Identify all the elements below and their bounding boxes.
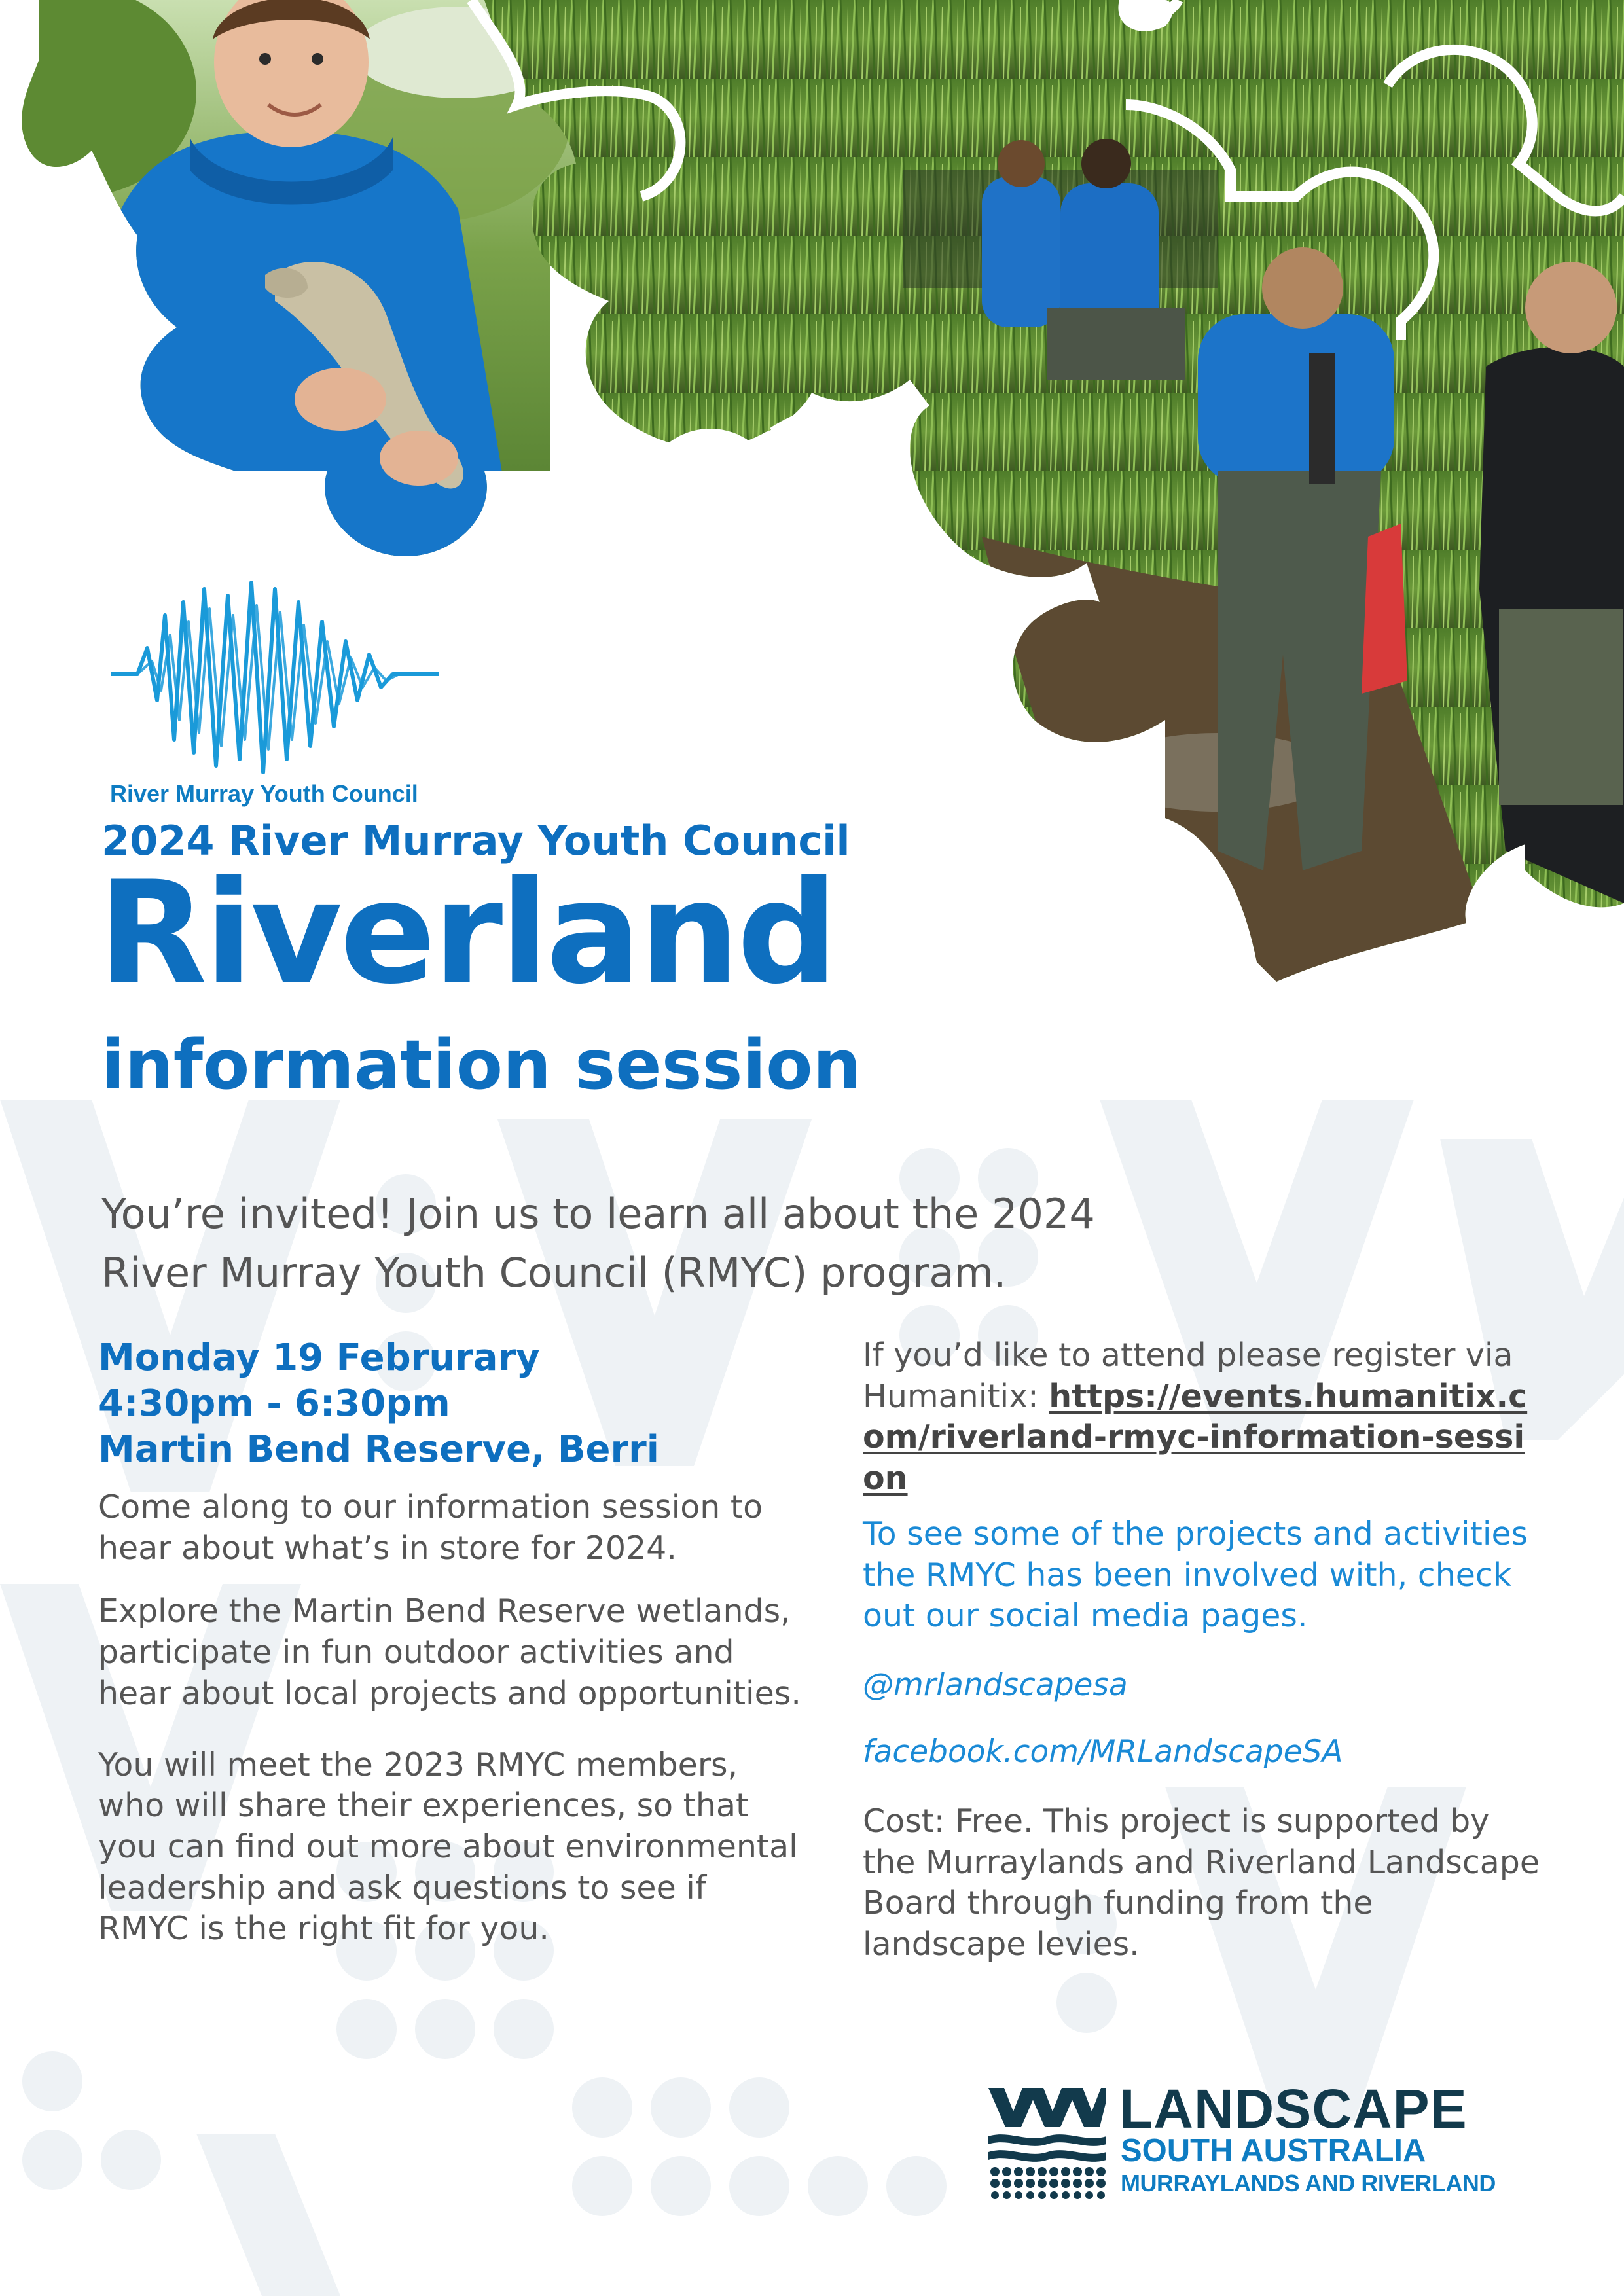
landscape-logo-region: MURRAYLANDS AND RIVERLAND [1121, 2170, 1496, 2197]
right-column [863, 1335, 1543, 1965]
landscape-sa-logo [988, 2078, 1545, 2199]
paragraph-explore: Explore the Martin Bend Reserve wetlands, participate in fun outdoor activities and hear about local projects and opportunities. [98, 1592, 801, 1712]
page-title: Riverland [98, 851, 836, 1015]
paragraph-session: Come along to our information session to hear about what’s in store for 2024. [98, 1488, 763, 1567]
paragraph-meet-members: You will meet the 2023 RMYC members, who will share their experiences, so that you can find out more about environmental leadership and ask questions to see if RMYC is the right fit for you. [98, 1746, 798, 1948]
projects-paragraph: To see some of the projects and activities the RMYC has been involved with, check out our social media pages. [863, 1515, 1528, 1635]
cost-paragraph: Cost: Free. This project is supported by the Murraylands and Riverland Landscape Board through funding from the landscape levies. [863, 1802, 1540, 1963]
intro-line-2: River Murray Youth Council (RMYC) program. [101, 1248, 1007, 1297]
register-paragraph [863, 1335, 1543, 1499]
facebook-link[interactable]: facebook.com/MRLandscapeSA [863, 1734, 1343, 1770]
page-subtitle: information session [101, 1025, 861, 1105]
landscape-logo-title: LANDSCAPE [1119, 2078, 1468, 2140]
soundwave-icon [111, 576, 439, 785]
left-photo [0, 0, 589, 563]
event-time: 4:30pm - 6:30pm [98, 1382, 450, 1425]
register-link[interactable]: https://events.humanitix.com/riverland-rmyc-information-session [863, 1377, 1528, 1498]
landscape-logo-state: SOUTH AUSTRALIA [1121, 2133, 1426, 2168]
social-handle-link[interactable]: @mrlandscapesa [863, 1667, 1128, 1704]
event-location: Martin Bend Reserve, Berri [98, 1428, 659, 1471]
heading-program-name: 2024 River Murray Youth Council [101, 817, 850, 865]
intro-text [101, 1185, 1476, 1302]
register-text: If you’d like to attend please register via Humanitix: [863, 1336, 1513, 1415]
rmyc-logo-text: River Murray Youth Council [110, 780, 418, 807]
rmyc-logo [105, 576, 471, 812]
landscape-mark-icon [988, 2088, 1106, 2199]
event-date: Monday 19 Februrary [98, 1336, 540, 1379]
intro-line-1: You’re invited! Join us to learn all about the 2024 [101, 1190, 1095, 1238]
left-column [98, 1335, 805, 1950]
